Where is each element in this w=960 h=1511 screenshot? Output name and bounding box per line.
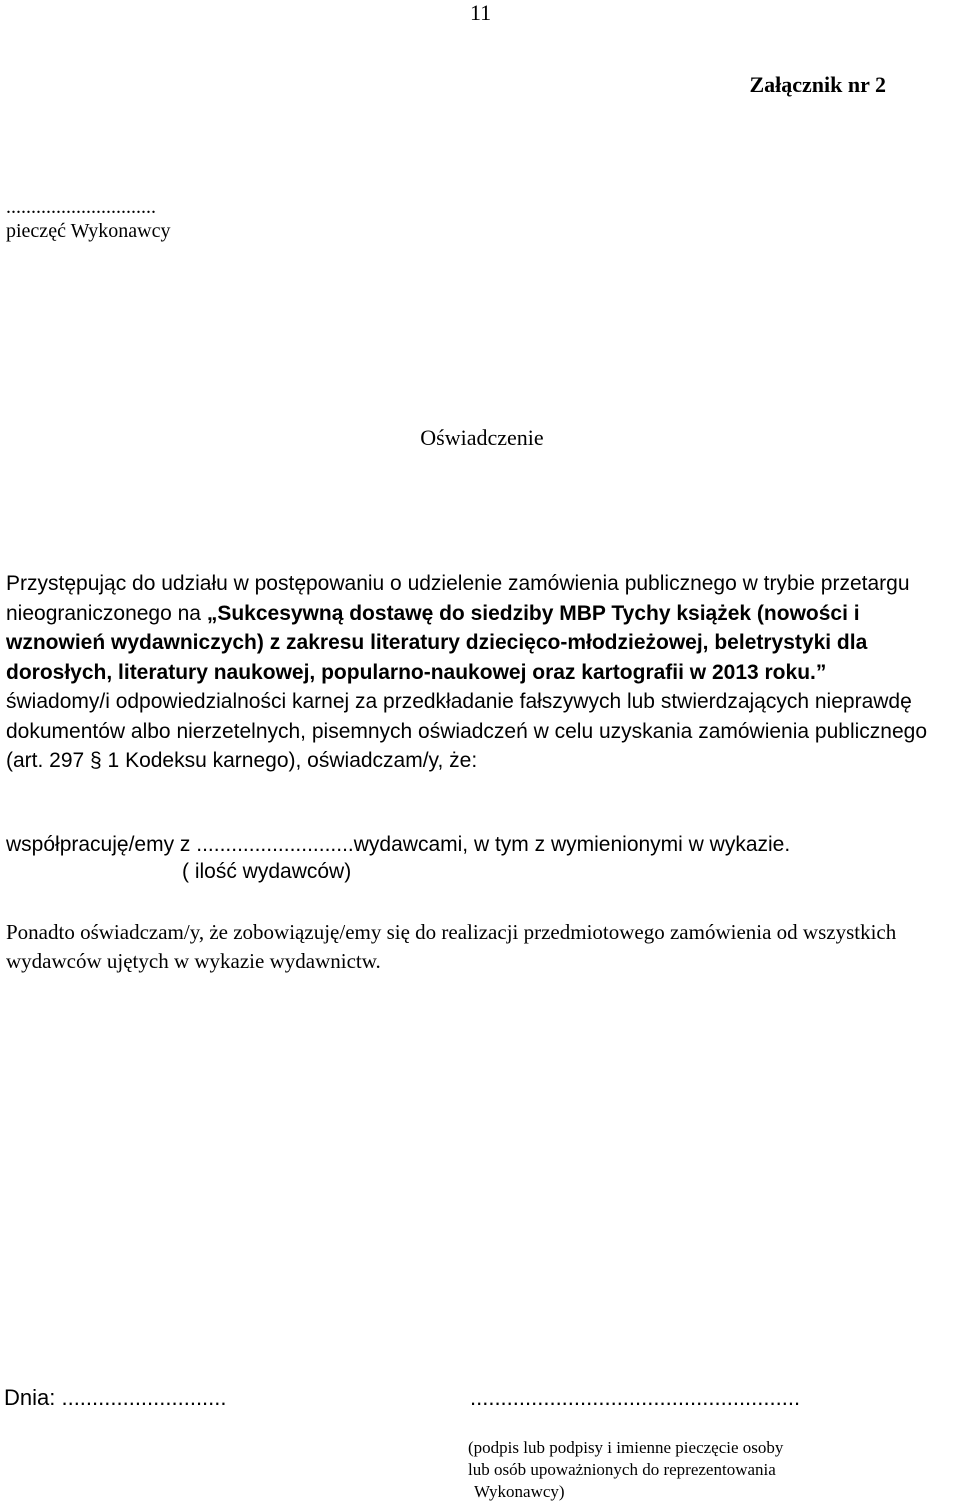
liability-statement: świadomy/i odpowiedzialności karnej za przedkładanie fałszywych lub stwierdzających nieprawdę dokumentów albo nierzetelnych, pisemnych oświadczeń w celu uzyskania zamówienia publicznego (art. 297 § 1 Kodeksu karnego), oświadczam/y, że: (6, 690, 927, 772)
stamp-dotted-line: .............................. (6, 196, 156, 218)
intro-lead: Przystępując do udziału w postępowaniu o udzielenie zamówienia publicznego w trybie przetargu nieograniczonego na (6, 572, 910, 625)
annex-title: Załącznik nr 2 (749, 72, 886, 97)
document-title: Oświadczenie (420, 425, 544, 450)
signature-caption-line-3: Wykonawcy) (474, 1482, 565, 1501)
signature-caption (468, 1437, 888, 1503)
cooperation-line: współpracuję/emy z ...........................wydawcami, w tym z wymienionymi w wykazie. (6, 833, 791, 856)
publisher-count-hint: ( ilość wydawców) (182, 860, 352, 883)
signature-dotted-line: ...................................................... (470, 1385, 801, 1410)
page-number: 11 (470, 0, 492, 25)
commitment-paragraph: Ponadto oświadczam/y, że zobowiązuję/emy się do realizacji przedmiotowego zamówienia od wszystkich wydawców ujętych w wykazie wydawnictw. (6, 920, 897, 973)
contract-subject: „Sukcesywną dostawę do siedziby MBP Tychy książek (nowości i wznowień wydawniczych) z zakresu literatury dziecięco-młodzieżowej, beletrystyki dla dorosłych, literatury naukowej, popularno-naukowej oraz kartografii w 2013 roku.” (6, 601, 868, 684)
signature-caption-line-2: lub osób upoważnionych do reprezentowania (468, 1460, 776, 1479)
stamp-label: pieczęć Wykonawcy (6, 220, 171, 242)
date-field: Dnia: ........................... (4, 1385, 227, 1410)
signature-caption-line-1: (podpis lub podpisy i imienne pieczęcie osoby (468, 1438, 784, 1457)
intro-paragraph (6, 569, 960, 776)
